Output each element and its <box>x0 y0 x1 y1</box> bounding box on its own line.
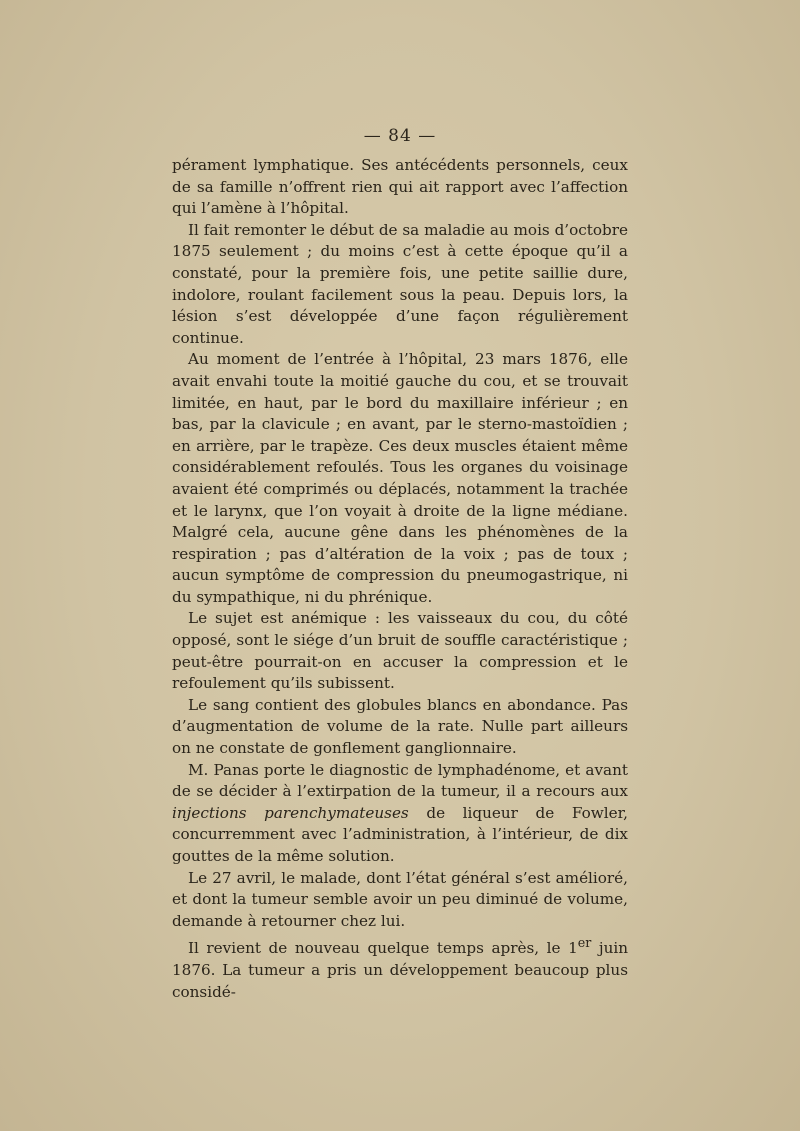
paragraph: Il fait remonter le début de sa maladie au mois d’octobre 1875 seulement ; du moins c’est à cette époque qu’il a constaté, pour la première fois, une petite saillie dure, indolore, roulant facilement sous la peau. Depuis lors, la lésion s’est développée d’une façon régulièrement continue. <box>172 220 628 347</box>
page-number: — 84 — <box>363 126 437 146</box>
paragraph-text: de liqueur de Fowler, concurremment avec l’administration, à l’intérieur, de dix gouttes de la même solution. <box>172 803 629 865</box>
paragraph: Au moment de l’entrée à l’hôpital, 23 mars 1876, elle avait envahi toute la moitié gauche du cou, et se trouvait limitée, en haut, par le bord du maxillaire inférieur ; en bas, par la clavicule ; en avant, par le sterno-mastoïdien ; en arrière, par le trapèze. Ces deux muscles étaient même considérablement refoulés. Tous les organes du voisinage avaient été comprimés ou déplacés, notamment la trachée et le larynx, que l’on voyait à droite de la ligne médiane. Malgré cela, aucune gêne dans les phénomènes de la respiration ; pas d’altération de la voix ; pas de toux ; aucun symptôme de compression du pneumogastrique, ni du sympathique, ni du phrénique. <box>172 350 628 606</box>
body-text <box>172 155 628 1003</box>
italic-term: injections parenchymateuses <box>172 803 409 822</box>
paragraph: Le sang contient des globules blancs en abondance. Pas d’augmentation de volume de la rate. Nulle part ailleurs on ne constate de gonflement ganglionnaire. <box>172 695 628 758</box>
paragraph: pérament lymphatique. Ses antécédents personnels, ceux de sa famille n’offrent rien qui ait rapport avec l’affection qui l’amène à l’hôpital. <box>172 156 628 218</box>
paragraph-text: juin 1876. La tumeur a pris un développement beaucoup plus considé- <box>172 939 628 1001</box>
paragraph-text: Il revient de nouveau quelque temps après, le 1 <box>188 939 578 958</box>
paragraph: Le sujet est anémique : les vaisseaux du cou, du côté opposé, sont le siége d’un bruit de souffle caractéristique ; peut-être pourrait-on en accuser la compression et le refoulement qu’ils subissent. <box>172 609 628 693</box>
superscript: er <box>577 935 592 951</box>
paragraph-text: M. Panas porte le diagnostic de lymphadénome, et avant de se décider à l’extirpation de la tumeur, il a recours aux <box>172 760 628 801</box>
paragraph <box>172 760 628 868</box>
paragraph: Le 27 avril, le malade, dont l’état général s’est amélioré, et dont la tumeur semble avoir un peu diminué de volume, demande à retourner chez lui. <box>172 868 628 930</box>
paragraph <box>172 932 628 1003</box>
